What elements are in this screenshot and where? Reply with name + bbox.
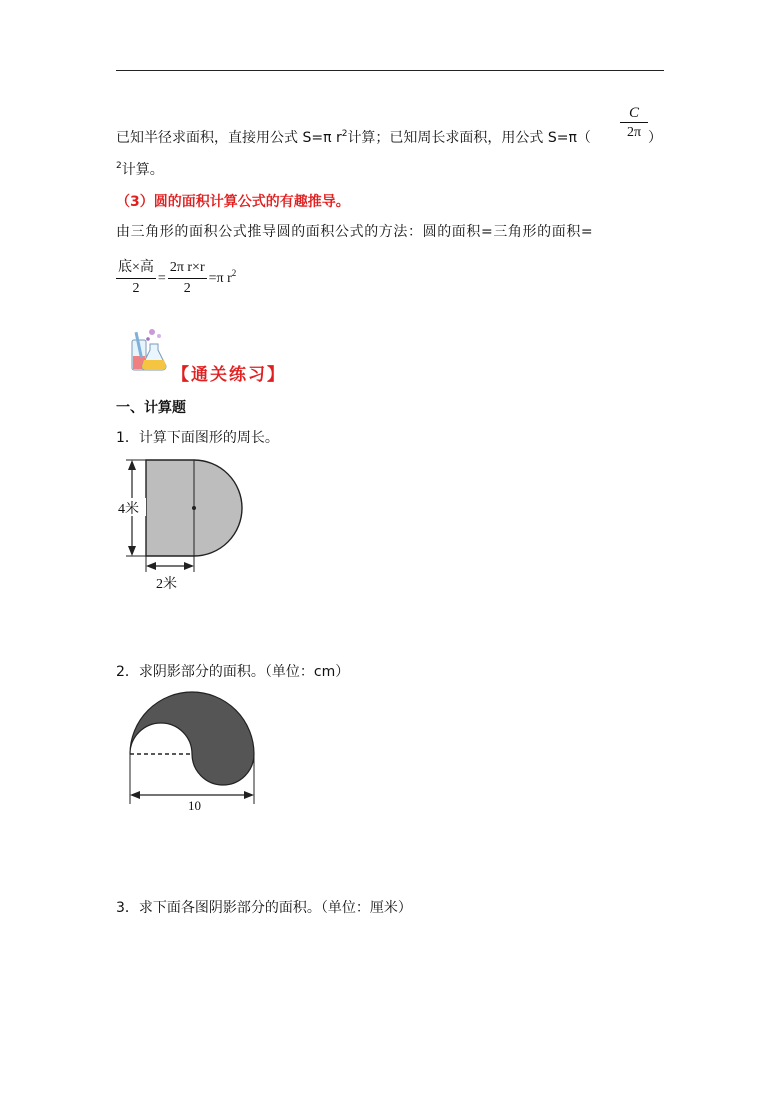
area-formula-line [116,128,591,150]
q2-length-label: 10 [188,798,201,813]
q1-width-label: 2米 [156,577,177,592]
question-1: 1．计算下面图形的周长。 [116,430,279,446]
superscript-2: 2 [116,161,122,171]
q1-height-label: 4米 [118,502,139,517]
chemistry-flask-icon [128,326,168,372]
practice-heading: 【通关练习】 [172,365,286,385]
derivation-text: 由三角形的面积公式推导圆的面积公式的方法：圆的面积=三角形的面积= [116,224,594,240]
section-title: 一、计算题 [116,400,186,416]
derivation-formula [116,258,236,299]
question-2: 2．求阴影部分的面积。（单位：cm） [116,664,350,680]
area-formula-line-2 [116,160,164,182]
formula-tail: 计算。 [121,162,164,178]
question-3: 3．求下面各图阴影部分的面积。（单位：厘米） [116,900,412,916]
close-paren: ） [648,130,662,146]
formula-result: =π r [208,270,232,286]
fraction-denominator: 2 [132,281,140,296]
q1-figure [112,452,262,596]
superscript-2: 2 [341,129,348,139]
circumference-fraction [620,104,648,143]
fraction-numerator: 底×高 [116,258,156,279]
formula-text-b: 计算；已知周长求面积，用公式 S=π（ [347,130,591,146]
superscript-2: 2 [231,267,237,278]
fraction-denominator: 2 [183,281,191,296]
header-rule [116,70,664,71]
formula-text-a: 已知半径求面积，直接用公式 S=π r [116,130,342,146]
fraction-denominator: 2π [626,125,642,140]
q2-figure [120,686,270,804]
equals-sign: = [157,270,166,286]
fraction-numerator: 2π r×r [168,258,207,279]
fraction-numerator: C [620,104,648,123]
fraction-base-height [116,258,156,299]
section-subtitle: （3）圆的面积计算公式的有趣推导。 [116,194,350,210]
fraction-2pir [168,258,207,299]
